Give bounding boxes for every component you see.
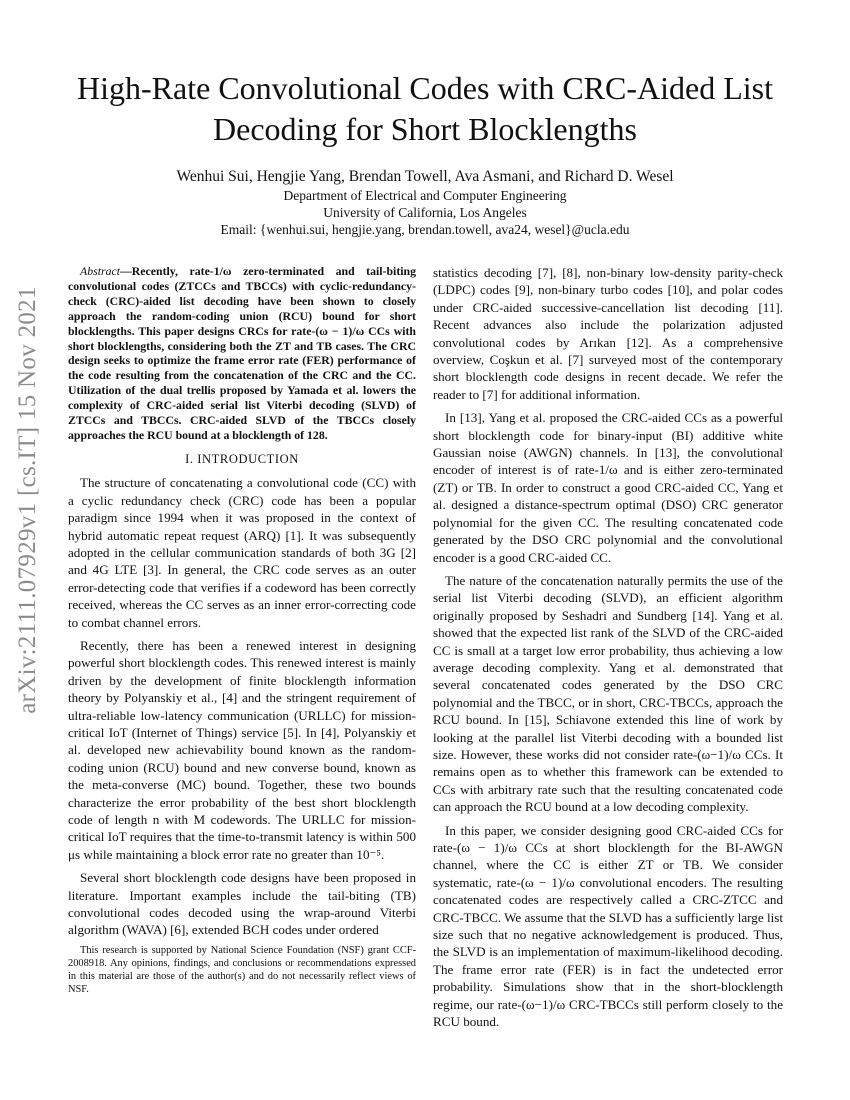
- intro-paragraph-3: Several short blocklength code designs have been proposed in literature. Important examples include the tail-biting (TB) convolutional codes decoded using the wrap-around Viterbi algorithm (WAVA) [6], extended BCH codes under ordered: [68, 870, 416, 938]
- right-paragraph-3: The nature of the concatenation naturally permits the use of the serial list Viterbi decoding (SLVD), an efficient algorithm originally proposed by Seshadri and Sundberg [14]. Yang et al. showed that the expected list rank of the SLVD of the CRC-aided CC is small at a target low error probability, thus achieving a low average decoding complexity. Yang et al. demonstrated that several concatenated codes generated by the DSO CRC polynomial and the TBCC, or in short, CRC-TBCCs, approach the RCU bound. In [15], Schiavone extended this line of work by looking at the parallel list Viterbi decoding with a bounded list size. However, these works did not consider rate-(ω−1)/ω CCs. It remains open as to whether this framework can be extended to CCs with arbitrary rate such that the resulting concatenated code can approach the RCU bound at a low decoding complexity.: [433, 572, 783, 815]
- section-heading-introduction: I. INTRODUCTION: [185, 451, 299, 466]
- intro-paragraph-1: The structure of concatenating a convolutional code (CC) with a cyclic redundancy check (CRC) code has been a popular paradigm since 1994 when it was proposed in the context of hybrid automatic repeat request (ARQ) [1]. It was subsequently adopted in the cellular communication standards of both 3G [2] and 4G LTE [3]. In general, the CRC code serves as an outer error-detecting code that verifies if a codeword has been correctly received, whereas the CC serves as an inner error-correcting code to combat channel errors.: [68, 475, 416, 630]
- affiliation-university: University of California, Los Angeles: [323, 205, 527, 220]
- arxiv-id: arXiv:2111.07929v1 [cs.IT] 15 Nov 2021: [14, 286, 42, 714]
- abstract-text: —Recently, rate-1/ω zero-terminated and tail-biting convolutional codes (ZTCCs and TBCCs) with cyclic-redundancy-check (CRC)-aided list decoding have been shown to closely approach the random-coding union (RCU) bound for short blocklengths. This paper designs CRCs for rate-(ω − 1)/ω CCs with short blocklengths, considering both the ZT and TB cases. The CRC design seeks to optimize the frame error rate (FER) performance of the code resulting from the concatenation of the CRC and the CC. Utilization of the dual trellis proposed by Yamada et al. lowers the complexity of CRC-aided serial list Viterbi decoding (SLVD) of ZTCCs and TBCCs. CRC-aided SLVD of the TBCCs closely approaches the RCU bound at a blocklength of 128.: [68, 264, 416, 442]
- left-column: [68, 264, 416, 945]
- arxiv-identifier-stamp: [6, 286, 50, 714]
- right-paragraph-1: statistics decoding [7], [8], non-binary low-density parity-check (LDPC) codes [9], non-binary turbo codes [10], and polar codes under CRC-aided successive-cancellation list decoding [11]. Recent advances also include the polarization adjusted convolutional codes by Arıkan [12]. As a comprehensive overview, Coşkun et al. [7] surveyed most of the contemporary short blocklength code designs in recent decade. We refer the reader to [7] for additional information.: [433, 265, 783, 402]
- right-column: [433, 264, 783, 1036]
- abstract: [68, 264, 416, 443]
- intro-paragraph-2: Recently, there has been a renewed interest in designing powerful short blocklength codes. This renewed interest is mainly driven by the development of finite blocklength information theory by Polyanskiy et al., [4] and the stringent requirement of ultra-reliable low-latency communication (URLLC) for mission-critical IoT (Internet of Things) service [5]. In [4], Polyanskiy et al. developed new achievability bound known as the random-coding union (RCU) bound and new converse bound, known as the meta-converse (MC) bound. Together, these two bounds characterize the error probability of the best short blocklength code of length n with M codewords. The URLLC for mission-critical IoT requires that the time-to-transmit latency is within 500 μs while maintaining a block error rate no greater than 10⁻⁵.: [68, 637, 416, 862]
- right-paragraph-2: In [13], Yang et al. proposed the CRC-aided CCs as a powerful short blocklength code for binary-input (BI) additive white Gaussian noise (AWGN) channels. In [13], the convolutional encoder of interest is of rate-1/ω and is either zero-terminated (ZT) or TB. In order to construct a good CRC-aided CC, Yang et al. designed a distance-spectrum optimal (DSO) CRC generator polynomial for the given CC. The resulting concatenated code generated by the DSO CRC polynomial and the convolutional encoder is a good CRC-aided CC.: [433, 410, 783, 565]
- right-paragraph-4: In this paper, we consider designing good CRC-aided CCs for rate-(ω − 1)/ω CCs at short blocklength for the BI-AWGN channel, where the CC is either ZT or TB. We consider systematic, rate-(ω − 1)/ω convolutional encoders. The resulting concatenated codes are respectively called a CRC-ZTCC and CRC-TBCC. We assume that the SLVD has a sufficiently large list size such that no negative acknowledgement is produced. Thus, the SLVD is an implementation of maximum-likelihood decoding. The frame error rate (FER) is in fact the undetected error probability. Simulations show that in the short-blocklength regime, our rate-(ω−1)/ω CRC-TBCCs still perform closely to the RCU bound.: [433, 822, 783, 1030]
- abstract-lead: Abstract: [80, 264, 120, 278]
- affiliation-email: Email: {wenhui.sui, hengjie.yang, brendan.towell, ava24, wesel}@ucla.edu: [220, 222, 630, 237]
- paper-title: High-Rate Convolutional Codes with CRC-Aided List Decoding for Short Blocklengths: [77, 70, 773, 147]
- funding-footnote: This research is supported by National Science Foundation (NSF) grant CCF-2008918. Any opinions, findings, and conclusions or recommendations expressed in this material are those of the author(s) and do not necessarily reflect views of NSF.: [68, 945, 416, 995]
- author-list: Wenhui Sui, Hengjie Yang, Brendan Towell, Ava Asmani, and Richard D. Wesel: [176, 168, 674, 185]
- affiliation-department: Department of Electrical and Computer Engineering: [283, 188, 567, 203]
